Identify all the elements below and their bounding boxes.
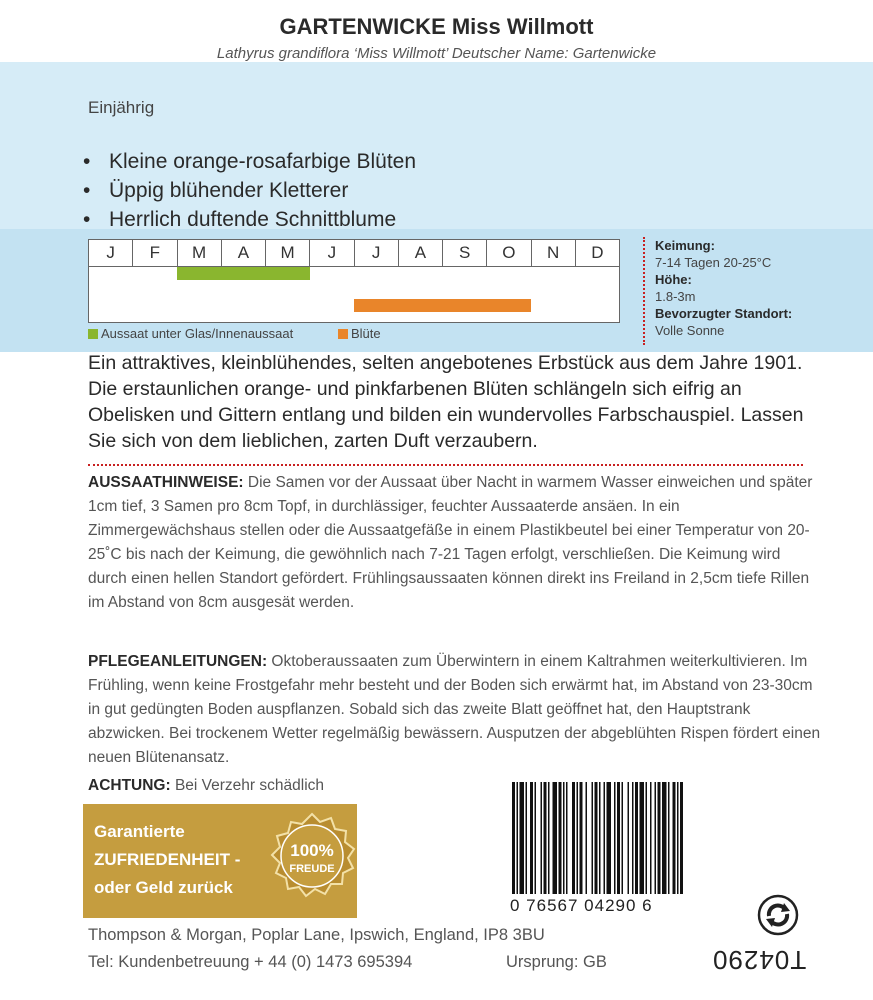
barcode-bar xyxy=(628,782,630,894)
barcode-bar xyxy=(559,782,562,894)
legend-sowing xyxy=(88,326,293,341)
barcode-bar xyxy=(677,782,679,894)
barcode-bar xyxy=(526,782,528,894)
barcode-bar xyxy=(548,782,550,894)
feature-list xyxy=(83,147,416,234)
month-label: M xyxy=(266,240,310,266)
barcode-bar xyxy=(517,782,519,894)
guarantee-text xyxy=(94,818,240,902)
barcode-bar xyxy=(617,782,620,894)
warning xyxy=(88,774,388,798)
legend-swatch-sowing xyxy=(88,329,98,339)
legend-swatch-bloom xyxy=(338,329,348,339)
barcode-bar xyxy=(566,782,568,894)
barcode-bar xyxy=(577,782,579,894)
germination-value: 7-14 Tagen 20-25°C xyxy=(655,255,772,270)
product-title: GARTENWICKE Miss Willmott xyxy=(279,14,594,39)
divider xyxy=(88,464,803,466)
barcode-bar xyxy=(604,782,606,894)
barcode-bar xyxy=(658,782,661,894)
barcode-bar xyxy=(650,782,652,894)
legend-sowing-label: Aussaat unter Glas/Innenaussaat xyxy=(101,326,294,341)
barcode-bar xyxy=(635,782,638,894)
sowing-instructions xyxy=(88,471,823,615)
month-label: M xyxy=(178,240,222,266)
height-label: Höhe: xyxy=(655,272,692,287)
sowing-heading: AUSSAATHINWEISE: xyxy=(88,474,244,491)
care-instructions xyxy=(88,650,823,770)
origin: Ursprung: GB xyxy=(506,953,607,971)
barcode-bar xyxy=(607,782,612,894)
location-label: Bevorzugter Standort: xyxy=(655,306,793,321)
barcode-digits: 0 76567 04290 6 xyxy=(510,896,653,915)
sowing-calendar xyxy=(88,239,620,323)
barcode-bar xyxy=(580,782,583,894)
care-text: Oktoberaussaaten zum Überwintern in einem Kaltrahmen weiterkultivieren. Im Frühling, wenn keine Frostgefahr mehr besteht und der Boden sich erwärmt hat, im Abstand von 23-30cm in gut gedüngten Boden auspflanzen. Sobald sich das zweite Blatt geöffnet hat, den Hauptstrank abzwicken. Bei trockenem Wetter regelmäßig bewässern. Ausputzen der abgeblühten Rispen fördert einen neuen Blütenansatz. xyxy=(88,653,821,766)
annual-label: Einjährig xyxy=(88,98,155,117)
feature-item: • Herrlich duftende Schnittblume xyxy=(83,205,416,234)
company-address: Thompson & Morgan, Poplar Lane, Ipswich, England, IP8 3BU xyxy=(88,926,545,944)
warning-text: Bei Verzehr schädlich xyxy=(170,777,325,794)
month-label: N xyxy=(532,240,576,266)
month-label: J xyxy=(89,240,133,266)
barcode-bar xyxy=(680,782,683,894)
barcode-bar xyxy=(614,782,616,894)
month-label: S xyxy=(443,240,487,266)
warning-heading: ACHTUNG: xyxy=(88,777,171,794)
germination-label: Keimung: xyxy=(655,238,715,253)
month-label: F xyxy=(133,240,177,266)
barcode-bar xyxy=(640,782,645,894)
intro-text: Ein attraktives, kleinblühendes, selten angebotenes Erbstück aus dem Jahre 1901. Die erstaunlichen orange- und pinkfarbenen Blüten schlängeln sich eifrig an Obelisken und Gittern entlang und bilden ein wundervolles Farbschauspiel. Lassen Sie sich von dem lieblichen, zarten Duft verzaubern. xyxy=(88,352,804,452)
customer-phone: Tel: Kundenbetreuung + 44 (0) 1473 695394 xyxy=(88,953,413,971)
sowing-text: Die Samen vor der Aussaat über Nacht in warmem Wasser einweichen und später 1cm tief, 3 Samen pro 8cm Topf, in durchlässiger, feuchter Aussaaterde ansäen. In ein Zimmergewächshaus stellen oder die Aussaatgefäße in einem Plastikbeutel bei einer Temperatur von 20-25˚C bis nach der Keimung, die gewöhnlich nach 7-21 Tagen erfolgt, verschließen. Die Keimung wird durch einen hellen Standort gefördert. Frühlingsaussaaten können direkt ins Freiland in 2,5cm tiefe Rillen im Abstand von 8cm ausgesät werden. xyxy=(88,474,813,611)
barcode-bar xyxy=(646,782,648,894)
care-heading: PFLEGEANLEITUNGEN: xyxy=(88,653,268,670)
barcode-bar xyxy=(563,782,565,894)
barcode-bar xyxy=(541,782,543,894)
barcode-bar xyxy=(572,782,575,894)
barcode-bar xyxy=(520,782,525,894)
feature-item: • Üppig blühender Kletterer xyxy=(83,176,416,205)
calendar-months xyxy=(89,240,619,267)
height-value: 1.8-3m xyxy=(655,289,696,304)
month-label: A xyxy=(222,240,266,266)
guarantee-line: Garantierte xyxy=(94,822,185,841)
barcode-bar xyxy=(512,782,515,894)
barcode-bar xyxy=(599,782,601,894)
barcode-bar xyxy=(632,782,634,894)
barcode-bar xyxy=(530,782,533,894)
guarantee-seal-icon xyxy=(268,812,356,900)
barcode-bar xyxy=(544,782,547,894)
month-label: J xyxy=(310,240,354,266)
month-label: J xyxy=(355,240,399,266)
guarantee-line: ZUFRIEDENHEIT - xyxy=(94,850,241,869)
guarantee-line: oder Geld zurück xyxy=(94,878,233,897)
barcode-bar xyxy=(655,782,657,894)
seal-percent: 100% xyxy=(290,841,334,860)
barcode-bar xyxy=(662,782,667,894)
seal-word: FREUDE xyxy=(289,863,335,875)
feature-item: • Kleine orange-rosafarbige Blüten xyxy=(83,147,416,176)
barcode-bar xyxy=(586,782,588,894)
product-code: T04290 xyxy=(712,945,807,975)
legend-bloom-label: Blüte xyxy=(351,326,381,341)
sowing-period-bar xyxy=(177,267,310,280)
barcode-bar xyxy=(668,782,670,894)
month-label: O xyxy=(487,240,531,266)
barcode-bar xyxy=(622,782,624,894)
barcode-bar xyxy=(595,782,598,894)
month-label: A xyxy=(399,240,443,266)
growing-info xyxy=(643,237,873,345)
barcode-bar xyxy=(673,782,676,894)
barcode-bar xyxy=(592,782,594,894)
legend-bloom xyxy=(338,326,381,341)
botanical-name: Lathyrus grandiflora ‘Miss Willmott’ Deutscher Name: Gartenwicke xyxy=(216,45,657,62)
bloom-period-bar xyxy=(354,299,531,312)
barcode-bar xyxy=(535,782,537,894)
barcode xyxy=(510,782,748,894)
barcode-bar xyxy=(553,782,558,894)
recycle-icon xyxy=(757,894,799,936)
location-value: Volle Sonne xyxy=(655,323,725,338)
month-label: D xyxy=(591,243,604,262)
